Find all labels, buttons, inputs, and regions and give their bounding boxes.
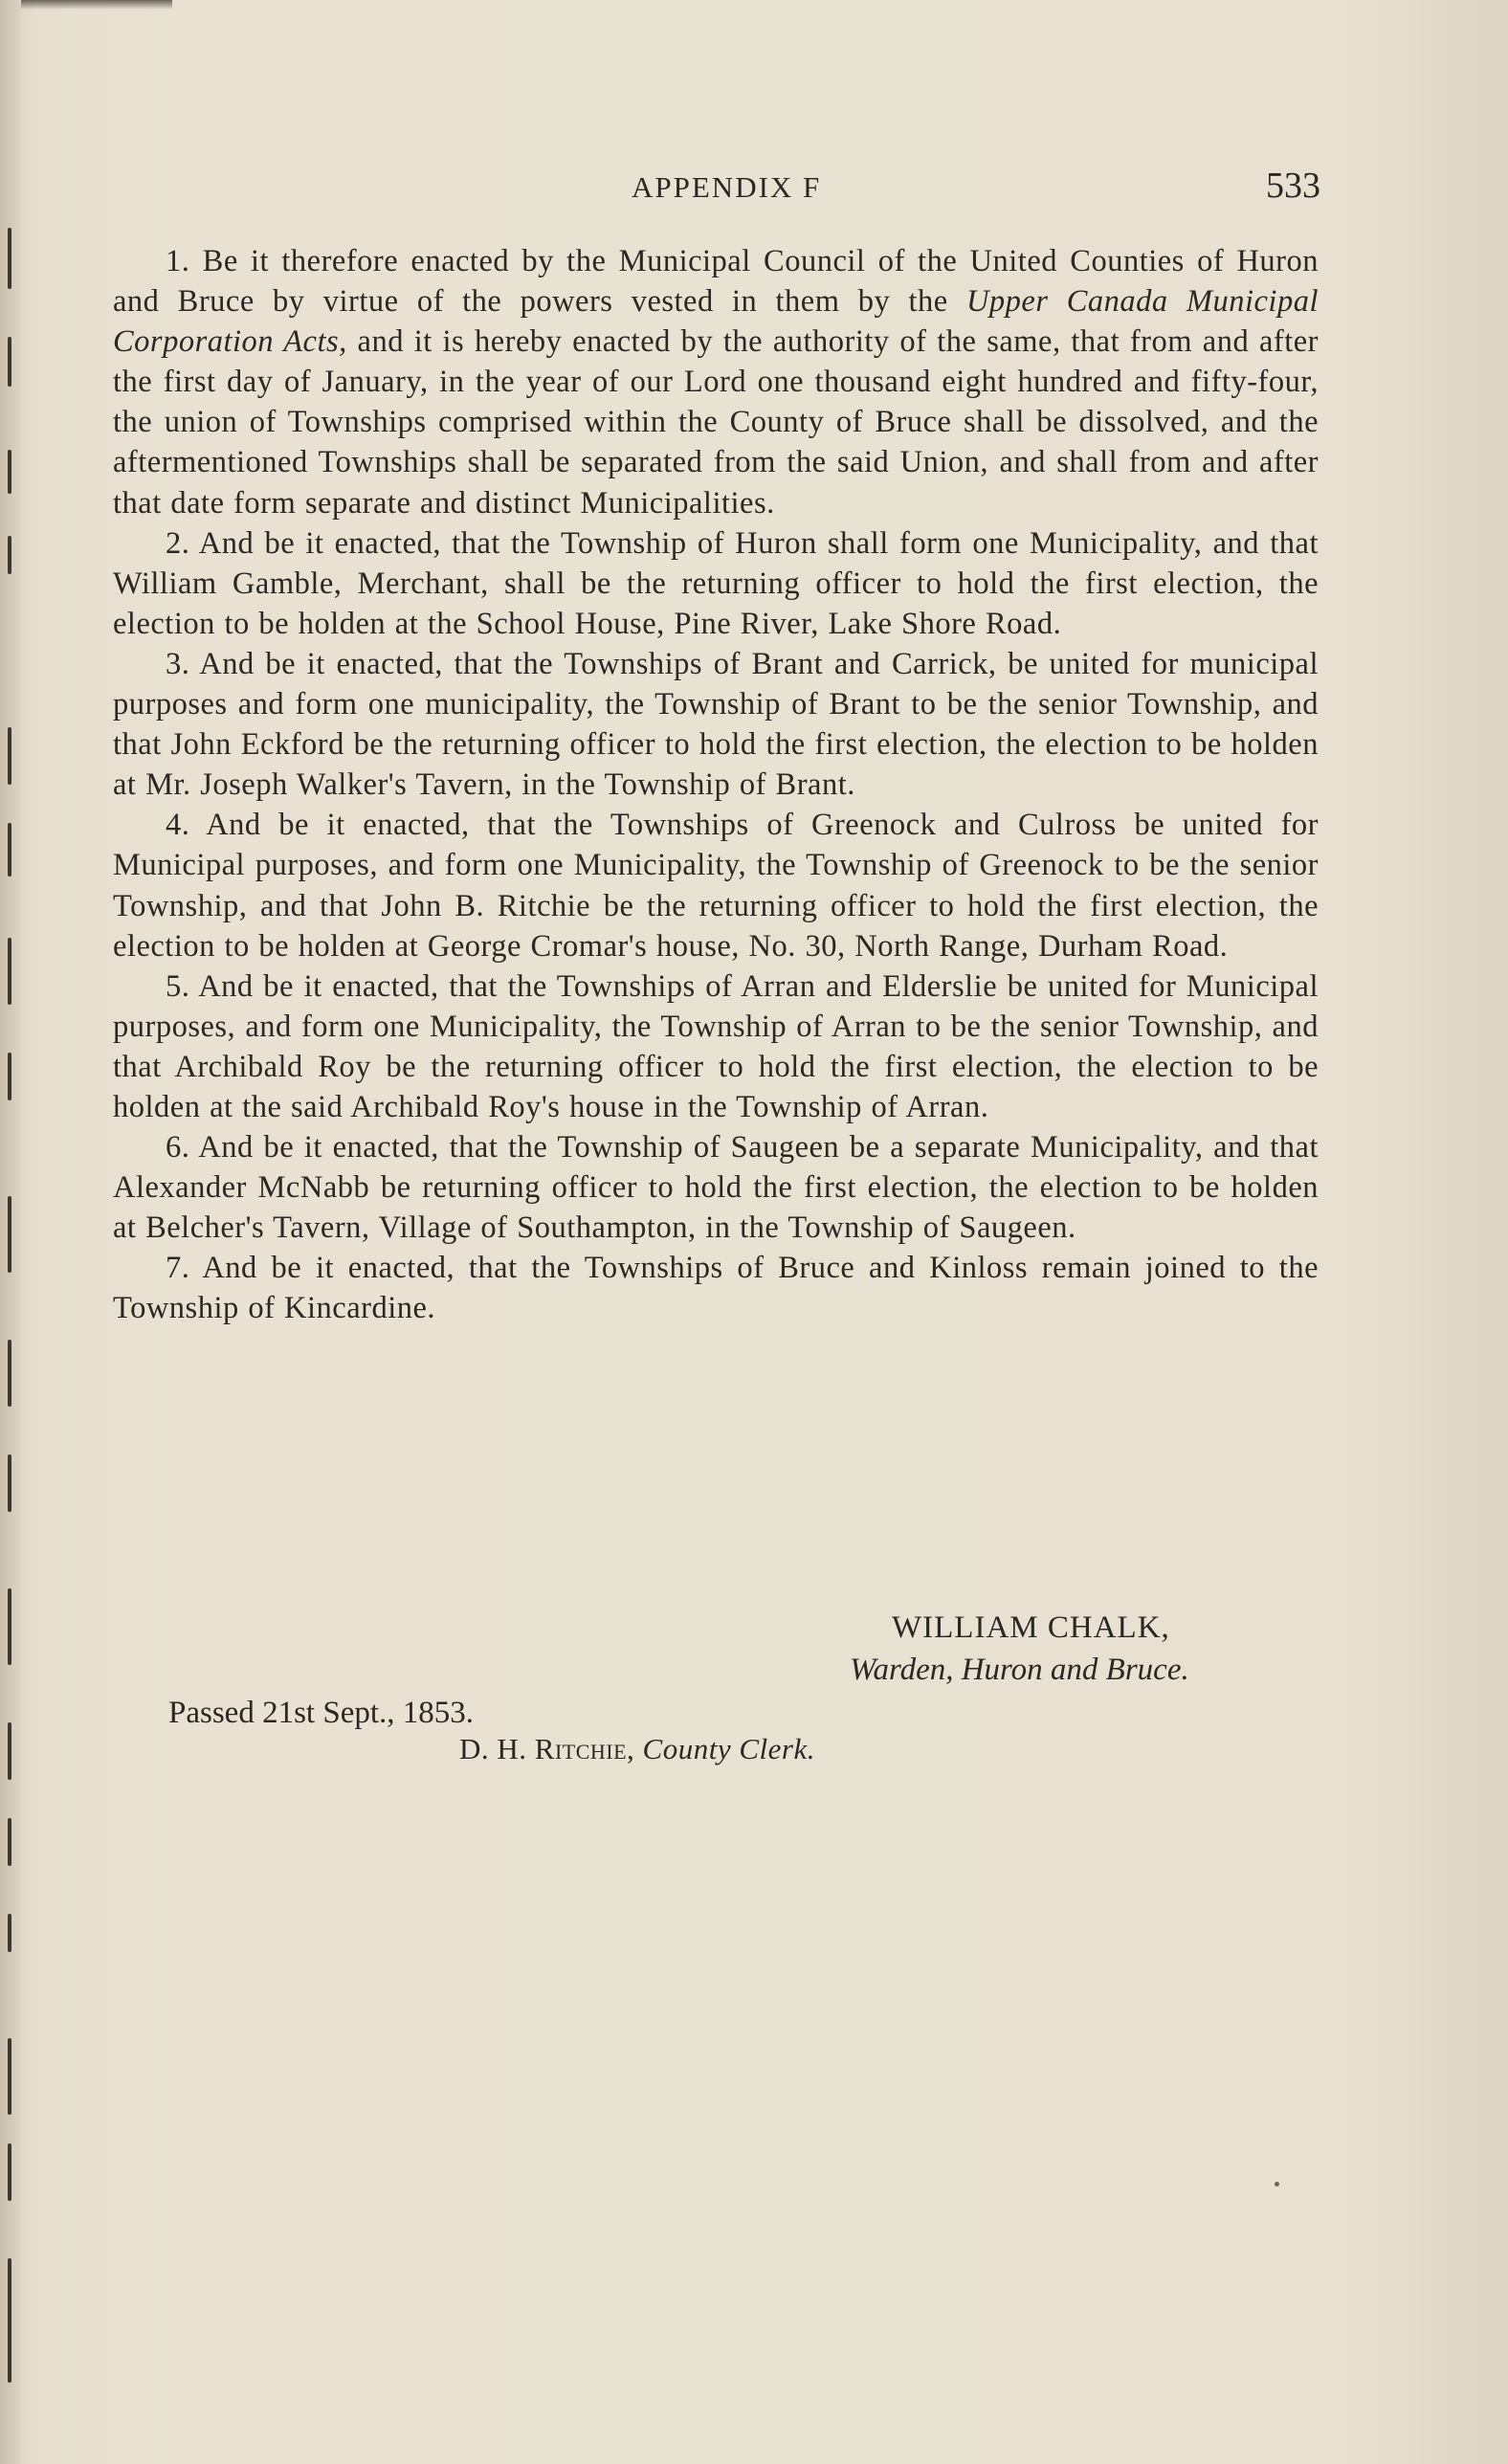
page-top-shadow xyxy=(0,0,172,10)
binding-mark xyxy=(8,2143,11,2201)
binding-mark xyxy=(8,1588,11,1665)
page-number: 533 xyxy=(1266,166,1320,206)
paragraph-3: 3. And be it enacted, that the Townships of Brant and Carrick, be united for municipal purposes and form one municipality, the Township of Brant to be the senior Township, and that John Eckford be the returning officer to hold the first election, the election to be holden at Mr. Joseph Walker's Tavern, in the Township of Brant. xyxy=(113,646,1319,803)
signatory-title: Warden, Huron and Bruce. xyxy=(850,1653,1189,1687)
clerk-title: County Clerk. xyxy=(642,1732,815,1765)
binding-mark xyxy=(8,1722,11,1780)
binding-mark xyxy=(8,1818,11,1866)
binding-mark xyxy=(8,1340,11,1407)
bylaw-text xyxy=(113,241,1319,1329)
paragraph-7: 7. And be it enacted, that the Townships of Bruce and Kinloss remain joined to the Township of Kincardine. xyxy=(113,1251,1319,1326)
passed-date: Passed 21st Sept., 1853. xyxy=(168,1696,475,1730)
binding-mark xyxy=(8,337,11,387)
act-title: Upper Canada Municipal Corporation Acts, xyxy=(113,284,1319,360)
paragraph-5: 5. And be it enacted, that the Townships of Arran and Elderslie be united for Municipal purposes, and form one Municipality, the Township of Arran to be the senior Township, and that Archibald Roy be the returning officer to hold the first election, the election to be holden at the said Archibald Roy's house in the Township of Arran. xyxy=(113,968,1319,1124)
binding-mark xyxy=(8,1196,11,1273)
binding-mark xyxy=(8,938,11,1005)
running-head: APPENDIX F xyxy=(632,170,822,204)
paragraph-1 xyxy=(113,241,1319,523)
binding-mark xyxy=(8,727,11,785)
binding-mark xyxy=(8,450,11,494)
clerk-line xyxy=(459,1732,815,1766)
clerk-name: D. H. Ritchie, xyxy=(459,1732,635,1765)
binding-mark xyxy=(8,2038,11,2115)
binding-mark xyxy=(8,2258,11,2383)
paragraph-4: 4. And be it enacted, that the Townships of Greenock and Culross be united for Municipal purposes, and form one Municipality, the Township of Greenock to be the senior Township, and that John B. Ritchie be the returning officer to hold the first election, the election to be holden at George Cromar's house, No. 30, North Range, Durham Road. xyxy=(113,808,1319,964)
binding-mark xyxy=(8,536,11,574)
binding-mark xyxy=(8,823,11,877)
paragraph-2: 2. And be it enacted, that the Township of Huron shall form one Municipality, and that William Gamble, Merchant, shall be the returning officer to hold the first election, the election to be holden at the School House, Pine River, Lake Shore Road. xyxy=(113,525,1319,641)
paragraph-1-text-b: and it is hereby enacted by the authority of the same, that from and after the first day of January, in the year of our Lord one thousand eight hundred and fifty-four, the union of Townships comprised within the County of Bruce shall be dissolved, and the aftermentioned Townships shall be separated from the said Union, and shall from and after that date form separate and distinct Municipalities. xyxy=(113,324,1319,521)
binding-mark xyxy=(8,228,11,289)
paper-speck xyxy=(1275,2182,1279,2187)
signatory-name: WILLIAM CHALK, xyxy=(892,1610,1170,1645)
binding-mark xyxy=(8,1053,11,1100)
page-binding-edge xyxy=(0,0,21,2464)
paragraph-1-text-a: 1. Be it therefore enacted by the Municipal Council of the United Counties of Huron and Bruce by virtue of the powers vested in them by the xyxy=(113,244,1319,320)
binding-mark xyxy=(8,1454,11,1512)
page-header xyxy=(115,166,1320,218)
binding-mark xyxy=(8,1914,11,1952)
paragraph-6: 6. And be it enacted, that the Township of Saugeen be a separate Municipality, and that Alexander McNabb be returning officer to hold the first election, the election to be holden at Belcher's Tavern, Village of Southampton, in the Township of Saugeen. xyxy=(113,1130,1319,1246)
